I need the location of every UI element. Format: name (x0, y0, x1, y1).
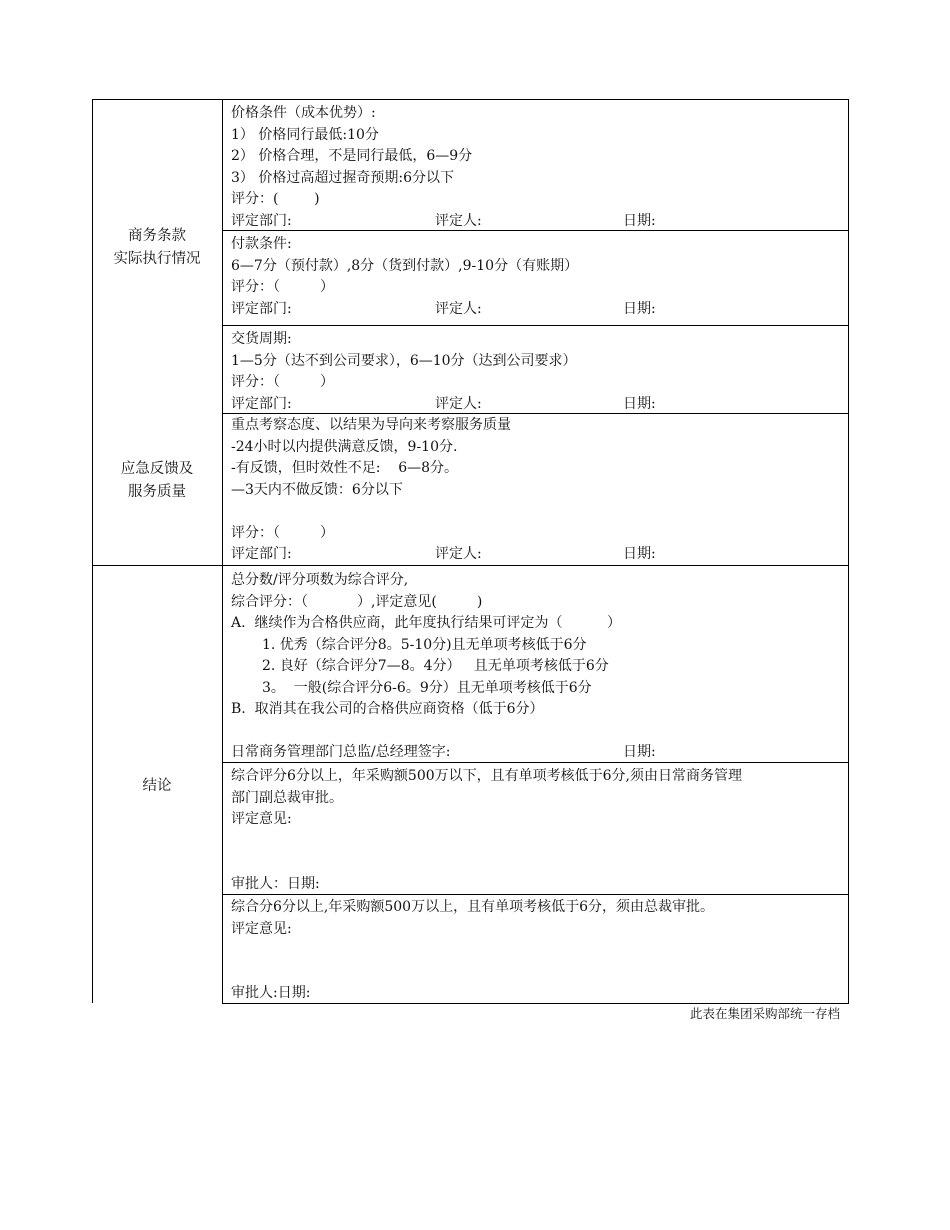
conclusion-overall-section (231, 570, 843, 764)
category-divider (222, 99, 223, 1004)
section-line: 综合分6分以上,年采购额500万以上，且有单项考核低于6分，须由总裁审批。 (231, 899, 714, 915)
category-line: 应急反馈及 (120, 461, 194, 477)
opinion-label[interactable]: 评定意见: (231, 811, 292, 827)
composite-score-field[interactable]: 综合评分：（ ）,评定意见( ) (231, 593, 483, 610)
person-label[interactable]: 评定人: (435, 212, 482, 229)
date-label[interactable]: 日期: (623, 212, 656, 229)
section-line: 2） 价格合理，不是同行最低，6—9分 (231, 148, 473, 164)
option-b[interactable]: B. 取消其在我公司的合格供应商资格（低于6分） (231, 701, 544, 717)
person-label[interactable]: 评定人: (435, 395, 482, 412)
category-business-terms (92, 225, 222, 271)
opinion-label[interactable]: 评定意见: (231, 920, 292, 937)
payment-section (231, 234, 843, 320)
section-line (231, 501, 843, 523)
section-line: 重点考察态度、以结果为导向来考察服务质量 (231, 417, 511, 433)
score-field[interactable]: 评分：（ ） (231, 524, 335, 541)
option-a[interactable]: A. 继续作为合格供应商，此年度执行结果可评定为（ ） (231, 615, 621, 631)
date-label[interactable]: 日期: (623, 395, 656, 412)
director-signature-label[interactable]: 日常商务管理部门总监/总经理签字: (231, 744, 451, 760)
blank-line (231, 831, 843, 853)
score-field[interactable]: 评分：（ ） (231, 279, 335, 295)
category-line: 商务条款 (128, 228, 186, 244)
blank-line (231, 940, 843, 962)
section-line: 1—5分（达不到公司要求），6—10分（达到公司要求） (231, 352, 577, 369)
section-line: -有反馈，但时效性不足: 6—8分。 (231, 460, 459, 476)
dept-label[interactable]: 评定部门: (231, 212, 292, 229)
category-emergency-service (92, 458, 222, 504)
category-line: 服务质量 (128, 484, 186, 500)
service-section (231, 415, 843, 566)
conclusion-president-section (231, 897, 843, 1005)
grade-average: 3。 一般(综合评分6-6。9分）且无单项考核低于6分 (262, 679, 592, 696)
section-line: —3天内不做反馈：6分以下 (231, 481, 403, 498)
director-signature-row (231, 742, 843, 764)
table-top-border (92, 99, 849, 100)
score-field[interactable]: 评分：( ) (231, 191, 320, 207)
blank-line (231, 721, 843, 743)
delivery-section (231, 329, 843, 415)
row-divider (222, 325, 849, 326)
section-line: 价格条件（成本优势）: (231, 105, 376, 121)
date-label[interactable]: 日期: (623, 546, 656, 562)
score-field[interactable]: 评分：（ ） (231, 374, 335, 390)
section-line: 付款条件: (231, 236, 292, 252)
section-line: 3） 价格过高超过握奇预期:6分以下 (231, 169, 454, 186)
section-line: 部门副总裁审批。 (231, 789, 343, 806)
price-section (231, 103, 843, 232)
person-label[interactable]: 评定人: (435, 546, 482, 562)
signature-row (231, 394, 843, 416)
dept-label[interactable]: 评定部门: (231, 395, 292, 412)
grade-good: 2. 良好（综合评分7—8。4分） 且无单项考核低于6分 (262, 658, 609, 674)
section-line: 交货周期: (231, 331, 292, 347)
table-right-border (848, 99, 849, 1004)
section-line: 总分数/评分项数为综合评分, (231, 572, 409, 588)
category-line: 结论 (142, 778, 172, 794)
category-line: 实际执行情况 (113, 251, 201, 267)
date-label[interactable]: 日期: (623, 744, 656, 760)
section-line: 6—7分（预付款）,8分（货到付款）,9-10分（有账期） (231, 257, 579, 274)
blank-line (231, 962, 843, 984)
section-line: 1） 价格同行最低:10分 (231, 126, 379, 143)
dept-label[interactable]: 评定部门: (231, 300, 292, 317)
signature-row (231, 211, 843, 233)
category-conclusion (92, 775, 222, 798)
dept-label[interactable]: 评定部门: (231, 546, 292, 562)
approver-label[interactable]: 审批人：日期: (231, 875, 320, 892)
blank-line (231, 852, 843, 874)
section-line: 综合评分6分以上，年采购额500万以下，且有单项考核低于6分,须由日常商务管理 (231, 768, 742, 784)
conclusion-vp-section (231, 766, 843, 895)
section-line: -24小时以内提供满意反馈，9-10分. (231, 438, 458, 455)
signature-row (231, 544, 843, 566)
date-label[interactable]: 日期: (623, 300, 656, 317)
signature-row (231, 299, 843, 321)
approver-label[interactable]: 审批人:日期: (231, 985, 311, 1001)
grade-excellent: 1. 优秀（综合评分8。5-10分)且无单项考核低于6分 (262, 636, 587, 653)
archive-note: 此表在集团采购部统一存档 (689, 1006, 840, 1021)
person-label[interactable]: 评定人: (435, 300, 482, 317)
